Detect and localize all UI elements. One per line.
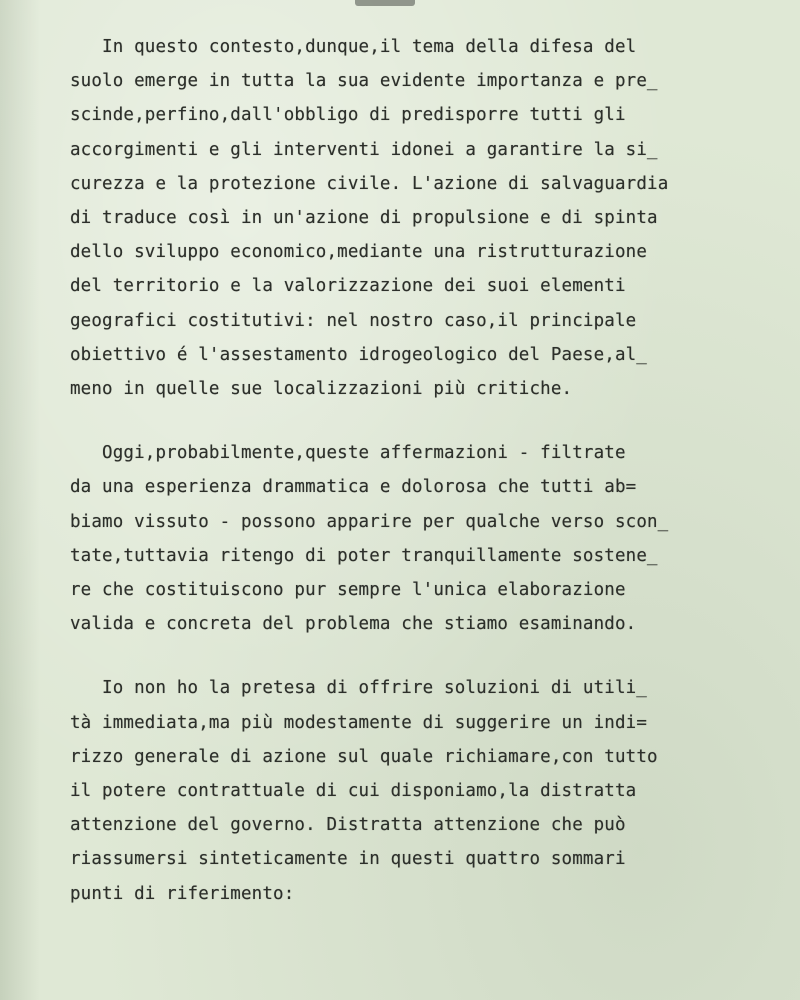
text-line: dello sviluppo economico,mediante una ristrutturazione bbox=[70, 242, 648, 263]
text-line: rizzo generale di azione sul quale richiamare,con tutto bbox=[70, 746, 658, 767]
paragraph-1 bbox=[70, 30, 770, 406]
text-line: valida e concreta del problema che stiamo esaminando. bbox=[70, 614, 637, 635]
text-line: di traduce così in un'azione di propulsione e di spinta bbox=[70, 208, 658, 229]
text-line: il potere contrattuale di cui disponiamo,la distratta bbox=[70, 781, 637, 802]
text-line: curezza e la protezione civile. L'azione di salvaguardia bbox=[70, 173, 669, 194]
paragraph-3 bbox=[70, 671, 770, 910]
paragraph-2 bbox=[70, 436, 770, 641]
text-line: In questo contesto,dunque,il tema della difesa del bbox=[70, 37, 637, 57]
text-line: da una esperienza drammatica e dolorosa che tutti ab= bbox=[70, 477, 637, 498]
text-line: biamo vissuto - possono apparire per qualche verso scon̲ bbox=[70, 511, 669, 532]
text-line: tate,tuttavia ritengo di poter tranquillamente sostene̲ bbox=[70, 545, 658, 566]
text-line: riassumersi sinteticamente in questi quattro sommari bbox=[70, 849, 626, 870]
text-line: attenzione del governo. Distratta attenzione che può bbox=[70, 815, 626, 836]
text-line: tà immediata,ma più modestamente di suggerire un indi= bbox=[70, 712, 648, 733]
page-edge-mark bbox=[355, 0, 415, 6]
text-line: meno in quelle sue localizzazioni più critiche. bbox=[70, 379, 573, 400]
text-line: Io non ho la pretesa di offrire soluzioni di utili̲ bbox=[70, 678, 647, 699]
text-line: re che costituiscono pur sempre l'unica elaborazione bbox=[70, 580, 626, 601]
text-line: geografici costitutivi: nel nostro caso,il principale bbox=[70, 310, 637, 331]
text-line: Oggi,probabilmente,queste affermazioni - filtrate bbox=[70, 443, 626, 464]
text-line: obiettivo é l'assestamento idrogeologico del Paese,al̲ bbox=[70, 344, 647, 365]
text-line: suolo emerge in tutta la sua evidente importanza e pre̲ bbox=[70, 71, 658, 92]
text-line: punti di riferimento: bbox=[70, 883, 295, 904]
text-line: accorgimenti e gli interventi idonei a garantire la si̲ bbox=[70, 139, 658, 160]
typewritten-text-block bbox=[70, 30, 770, 941]
text-line: del territorio e la valorizzazione dei suoi elementi bbox=[70, 276, 626, 297]
text-line: scinde,perfino,dall'obbligo di predisporre tutti gli bbox=[70, 105, 626, 126]
